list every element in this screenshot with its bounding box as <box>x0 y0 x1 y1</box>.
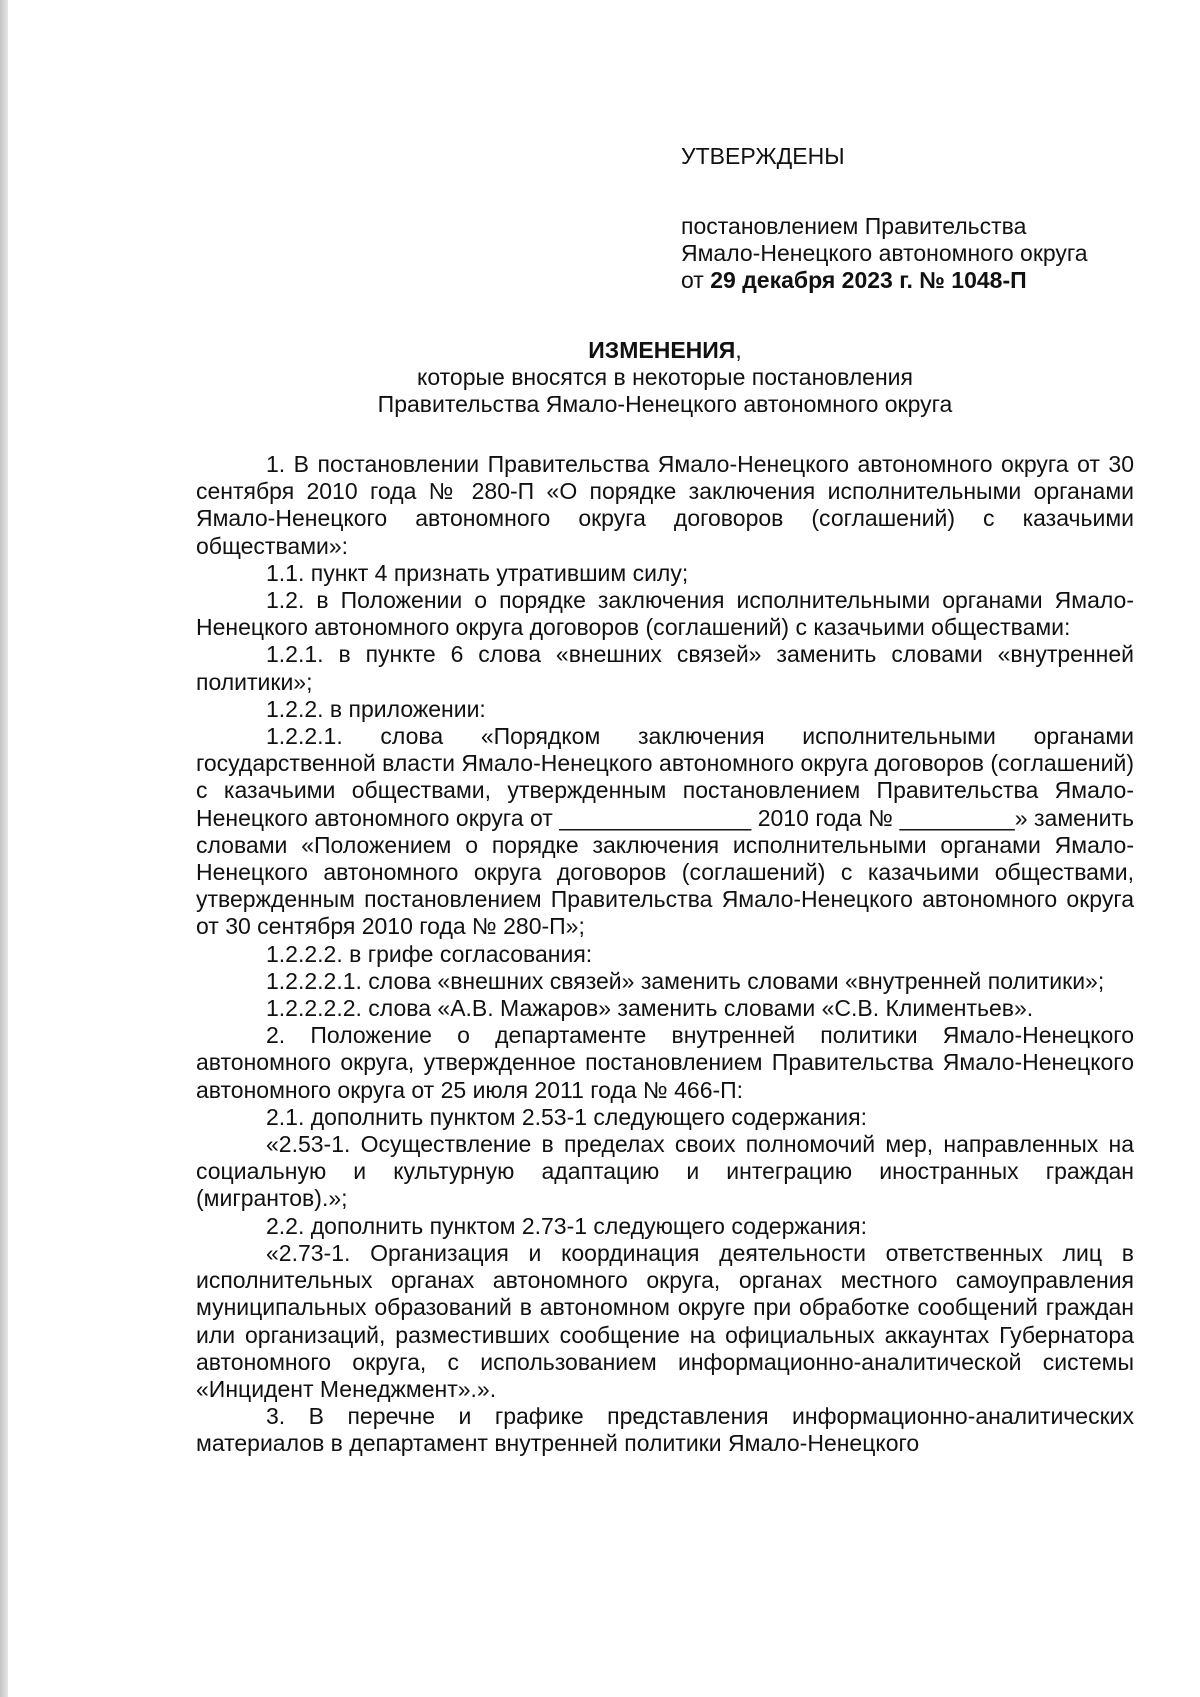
paragraph-3: 3. В перечне и графике представления информационно-аналитических материалов в департамент внутренней политики Ямало-Ненецкого <box>196 1403 1134 1457</box>
paragraph-1-2-2: 1.2.2. в приложении: <box>266 695 486 722</box>
approval-line-2: Ямало-Ненецкого автономного округа <box>681 240 1088 266</box>
document-body <box>196 451 1134 1458</box>
heading-title-line <box>196 337 1134 364</box>
paragraph-2-1: 2.1. дополнить пунктом 2.53-1 следующего содержания: <box>266 1103 867 1130</box>
approval-date-line <box>681 267 1088 294</box>
page-edge-shadow <box>0 0 8 1697</box>
paragraph-2-2: 2.2. дополнить пунктом 2.73-1 следующего содержания: <box>266 1212 867 1239</box>
paragraph-1-2-1: 1.2.1. в пункте 6 слова «внешних связей» заменить словами «внутренней политики»; <box>196 641 1134 695</box>
heading-subtitle-2: Правительства Ямало-Ненецкого автономного округа <box>377 391 953 417</box>
paragraph-2-73-1-quote: «2.73-1. Организация и координация деятельности ответственных лиц в исполнительных органах автономного округа, органах местного самоуправления муниципальных образований в автономном округе при обработке сообщений граждан или организаций, разместивших сообщение на официальных аккаунтах Губернатора автономного округа, с использованием информационно-аналитической системы «Инцидент Менеджмент».». <box>196 1239 1134 1402</box>
heading-title: ИЗМЕНЕНИЯ <box>588 337 736 363</box>
approval-title: УТВЕРЖДЕНЫ <box>681 143 845 169</box>
paragraph-1-2-2-2: 1.2.2.2. в грифе согласования: <box>266 940 593 967</box>
paragraph-2-53-1-quote: «2.53-1. Осуществление в пределах своих полномочий мер, направленных на социальную и культурную адаптацию и интеграцию иностранных граждан (мигрантов).»; <box>196 1131 1134 1212</box>
paragraph-1: 1. В постановлении Правительства Ямало-Ненецкого автономного округа от 30 сентября 2010 года № 280-П «О порядке заключения исполнительными органами Ямало-Ненецкого автономного округа договоров (соглашений) с казачьими обществами»: <box>196 451 1134 559</box>
paragraph-1-2-2-2-1: 1.2.2.2.1. слова «внешних связей» заменить словами «внутренней политики»; <box>266 967 1105 994</box>
document-heading <box>196 337 1134 418</box>
approval-line-1: постановлением Правительства <box>681 213 1027 239</box>
paragraph-2: 2. Положение о департаменте внутренней политики Ямало-Ненецкого автономного округа, утвержденное постановлением Правительства Ямало-Ненецкого автономного округа от 25 июля 2011 года № 466-П: <box>196 1022 1134 1103</box>
heading-title-suffix: , <box>735 337 742 363</box>
approval-date-value: 29 декабря 2023 г. № 1048-П <box>710 267 1027 293</box>
approval-date-prefix: от <box>681 267 711 293</box>
paragraph-1-2: 1.2. в Положении о порядке заключения исполнительными органами Ямало-Ненецкого автономного округа договоров (соглашений) с казачьими обществами: <box>196 587 1134 641</box>
heading-subtitle-1: которые вносятся в некоторые постановления <box>417 364 913 390</box>
document-page <box>8 0 1200 1697</box>
approval-block <box>681 143 1088 294</box>
paragraph-1-2-2-2-2: 1.2.2.2.2. слова «А.В. Мажаров» заменить словами «С.В. Климентьев». <box>266 995 1034 1022</box>
paragraph-1-2-2-1: 1.2.2.1. слова «Порядком заключения исполнительными органами государственной власти Ямало-Ненецкого автономного округа договоров (соглашений) с казачьими обществами, утвержденным постановлением Правительства Ямало-Ненецкого автономного округа от _______________ 2010 года № _________» заменить словами «Положением о порядке заключения исполнительными органами Ямало-Ненецкого автономного округа договоров (соглашений) с казачьими обществами, утвержденным постановлением Правительства Ямало-Ненецкого автономного округа от 30 сентября 2010 года № 280-П»; <box>196 723 1134 940</box>
paragraph-1-1: 1.1. пункт 4 признать утратившим силу; <box>266 559 689 586</box>
